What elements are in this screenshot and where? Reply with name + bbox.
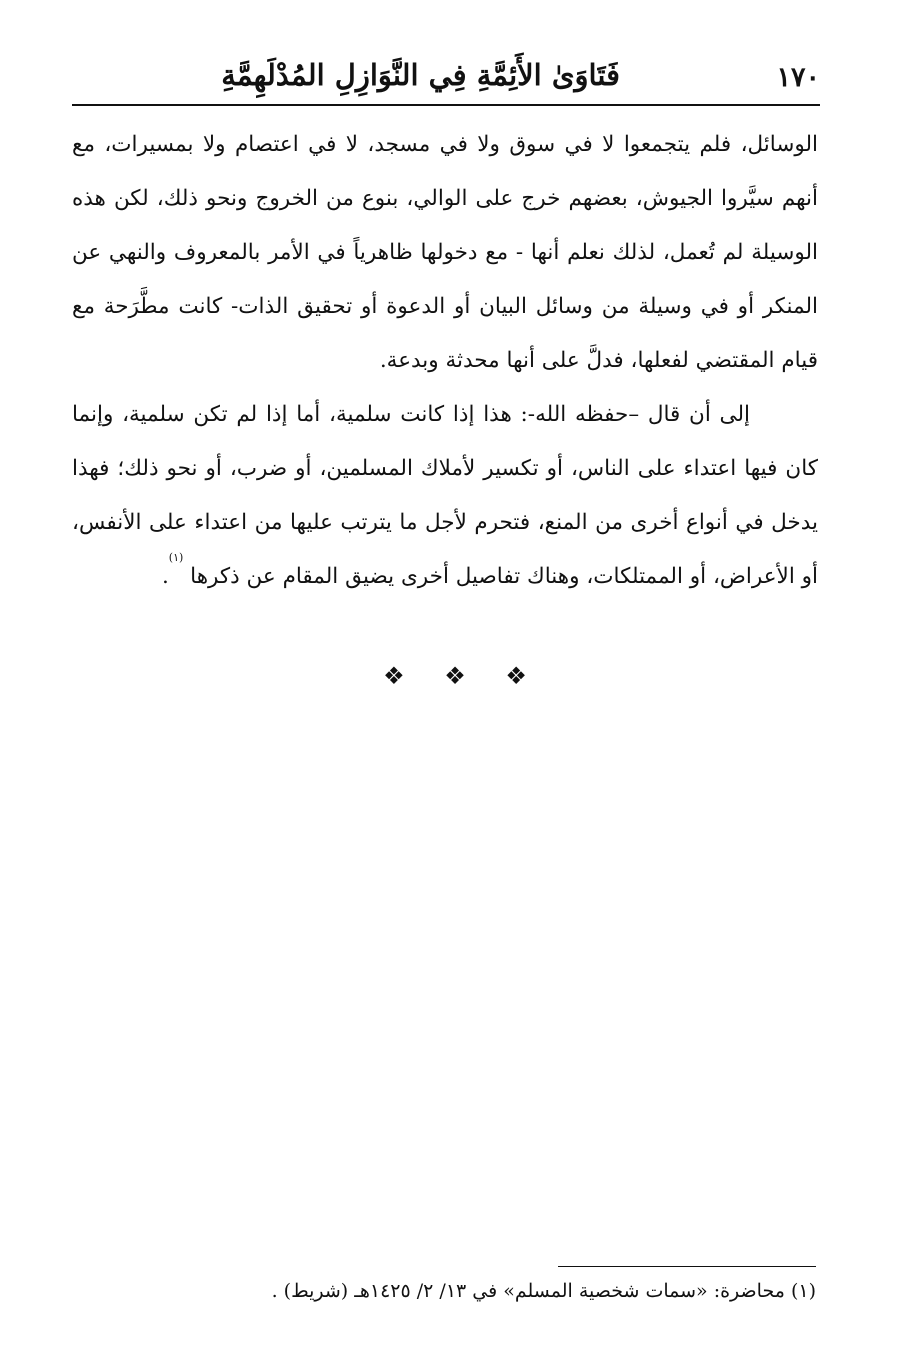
ornament-icon: ❖ <box>383 662 405 690</box>
running-title: فَتَاوَىٰ الأَئِمَّةِ فِي النَّوَازِلِ المُدْلَهِمَّةِ <box>221 58 620 92</box>
paragraph: الوسائل، فلم يتجمعوا لا في سوق ولا في مسجد، لا في اعتصام ولا بمسيرات، مع أنهم سيَّروا الجيوش، بعضهم خرج على الوالي، بنوع من الخروج ونحو ذلك، لكن هذه الوسيلة لم تُعمل، لذلك نعلم أنها - مع دخولها ظاهرياً في الأمر بالمعروف والنهي عن المنكر أو في وسيلة من وسائل البيان أو الدعوة أو تحقيق الذات- كانت مطَّرَحة مع قيام المقتضي لفعلها، فدلَّ على أنها محدثة وبدعة. <box>72 132 818 373</box>
footnote-divider <box>558 1266 816 1267</box>
section-separator <box>0 662 910 690</box>
footnote: (١) محاضرة: «سمات شخصية المسلم» في ١٣/ ٢/ ١٤٢٥هـ (شريط) . <box>271 1280 816 1302</box>
page-header <box>72 58 820 106</box>
paragraph-text: إلى أن قال –حفظه الله-: هذا إذا كانت سلمية، أما إذا لم تكن سلمية، وإنما كان فيها اعتداء على الناس، أو تكسير لأملاك المسلمين، أو ضرب، أو نحو ذلك؛ فهذا يدخل في أنواع أخرى من المنع، فتحرم لأجل ما يترتب عليها من اعتداء على الأنفس، أو الأعراض، أو الممتلكات، وهناك تفاصيل أخرى يضيق المقام عن ذكرها <box>72 402 818 589</box>
page-number: ١٧٠ <box>776 62 820 93</box>
ornament-icon: ❖ <box>444 662 466 690</box>
ornament-icon: ❖ <box>505 662 527 690</box>
footnote-reference[interactable]: (١) <box>168 551 184 564</box>
paragraph <box>72 388 818 604</box>
main-text <box>72 118 818 604</box>
paragraph-end: . <box>161 564 169 589</box>
